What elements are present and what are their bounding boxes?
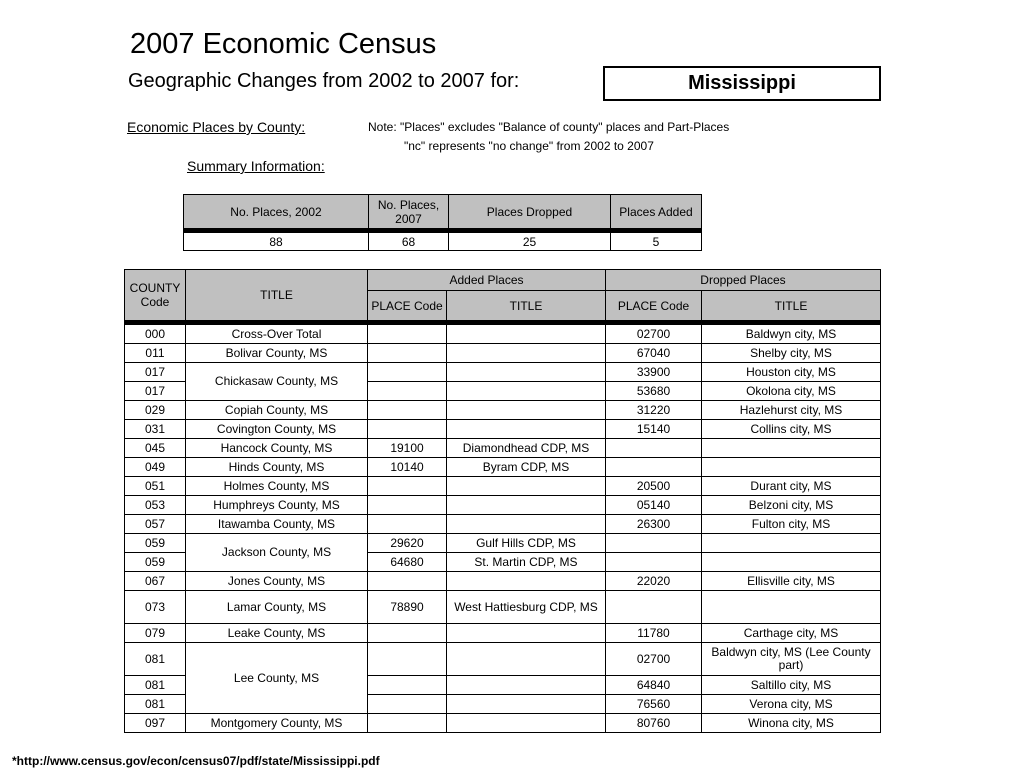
dropped-place-title-cell — [702, 591, 881, 624]
header-dropped-title: TITLE — [702, 291, 881, 323]
summary-header-added: Places Added — [611, 195, 702, 231]
county-code-cell: 029 — [125, 401, 186, 420]
added-place-code-cell — [368, 643, 447, 676]
county-code-cell: 073 — [125, 591, 186, 624]
header-added-places: Added Places — [368, 270, 606, 291]
table-row — [125, 477, 881, 496]
dropped-place-code-cell: 67040 — [606, 344, 702, 363]
county-code-cell: 053 — [125, 496, 186, 515]
dropped-place-title-cell: Carthage city, MS — [702, 624, 881, 643]
added-place-title-cell — [447, 496, 606, 515]
page-title: 2007 Economic Census — [130, 28, 437, 60]
summary-value-added: 5 — [611, 231, 702, 251]
county-code-cell: 045 — [125, 439, 186, 458]
added-place-title-cell: Gulf Hills CDP, MS — [447, 534, 606, 553]
added-place-code-cell — [368, 496, 447, 515]
added-place-code-cell — [368, 323, 447, 344]
places-by-county-table — [124, 269, 881, 733]
dropped-place-code-cell: 31220 — [606, 401, 702, 420]
dropped-place-code-cell: 20500 — [606, 477, 702, 496]
county-title-cell: Lee County, MS — [186, 643, 368, 714]
summary-label: Summary Information: — [187, 158, 325, 174]
added-place-title-cell — [447, 401, 606, 420]
dropped-place-code-cell — [606, 534, 702, 553]
dropped-place-code-cell: 02700 — [606, 323, 702, 344]
dropped-place-code-cell: 64840 — [606, 676, 702, 695]
summary-value-dropped: 25 — [449, 231, 611, 251]
county-title-cell: Leake County, MS — [186, 624, 368, 643]
dropped-place-title-cell — [702, 534, 881, 553]
dropped-place-title-cell: Okolona city, MS — [702, 382, 881, 401]
header-added-place-code: PLACE Code — [368, 291, 447, 323]
county-code-cell: 081 — [125, 643, 186, 676]
dropped-place-title-cell: Saltillo city, MS — [702, 676, 881, 695]
table-row — [125, 363, 881, 382]
county-code-cell: 011 — [125, 344, 186, 363]
county-code-cell: 059 — [125, 534, 186, 553]
header-added-title: TITLE — [447, 291, 606, 323]
dropped-place-code-cell: 22020 — [606, 572, 702, 591]
county-code-cell: 031 — [125, 420, 186, 439]
added-place-title-cell — [447, 643, 606, 676]
section-label: Economic Places by County: — [127, 119, 306, 135]
county-code-cell: 081 — [125, 695, 186, 714]
added-place-code-cell — [368, 572, 447, 591]
dropped-place-code-cell: 11780 — [606, 624, 702, 643]
added-place-code-cell — [368, 515, 447, 534]
summary-value-places-2007: 68 — [369, 231, 449, 251]
dropped-place-title-cell: Collins city, MS — [702, 420, 881, 439]
county-code-cell: 051 — [125, 477, 186, 496]
dropped-place-title-cell: Baldwyn city, MS — [702, 323, 881, 344]
dropped-place-title-cell: Belzoni city, MS — [702, 496, 881, 515]
added-place-title-cell — [447, 420, 606, 439]
county-code-cell: 079 — [125, 624, 186, 643]
dropped-place-title-cell: Hazlehurst city, MS — [702, 401, 881, 420]
added-place-title-cell — [447, 695, 606, 714]
dropped-place-title-cell: Verona city, MS — [702, 695, 881, 714]
county-title-cell: Jones County, MS — [186, 572, 368, 591]
table-row — [125, 420, 881, 439]
dropped-place-code-cell: 02700 — [606, 643, 702, 676]
added-place-code-cell — [368, 363, 447, 382]
table-row — [125, 401, 881, 420]
table-row — [125, 591, 881, 624]
added-place-title-cell — [447, 323, 606, 344]
dropped-place-code-cell: 26300 — [606, 515, 702, 534]
county-code-cell: 057 — [125, 515, 186, 534]
county-code-cell: 081 — [125, 676, 186, 695]
table-row — [125, 624, 881, 643]
county-code-cell: 000 — [125, 323, 186, 344]
county-code-cell: 017 — [125, 363, 186, 382]
added-place-title-cell — [447, 624, 606, 643]
dropped-place-title-cell: Durant city, MS — [702, 477, 881, 496]
added-place-title-cell — [447, 515, 606, 534]
dropped-place-code-cell — [606, 458, 702, 477]
county-code-cell: 059 — [125, 553, 186, 572]
county-title-cell: Chickasaw County, MS — [186, 363, 368, 401]
dropped-place-title-cell: Houston city, MS — [702, 363, 881, 382]
added-place-code-cell: 10140 — [368, 458, 447, 477]
header-county-code: COUNTY Code — [125, 270, 186, 323]
dropped-place-title-cell: Baldwyn city, MS (Lee County part) — [702, 643, 881, 676]
table-row — [125, 323, 881, 344]
added-place-code-cell: 29620 — [368, 534, 447, 553]
county-title-cell: Covington County, MS — [186, 420, 368, 439]
county-title-cell: Lamar County, MS — [186, 591, 368, 624]
note-line-2: "nc" represents "no change" from 2002 to 2007 — [404, 139, 654, 153]
page-subtitle: Geographic Changes from 2002 to 2007 for: — [128, 70, 520, 92]
table-row — [125, 496, 881, 515]
dropped-place-title-cell: Winona city, MS — [702, 714, 881, 733]
added-place-code-cell: 19100 — [368, 439, 447, 458]
added-place-code-cell — [368, 401, 447, 420]
added-place-code-cell — [368, 382, 447, 401]
summary-header-places-2007: No. Places, 2007 — [369, 195, 449, 231]
county-title-cell: Hinds County, MS — [186, 458, 368, 477]
county-title-cell: Jackson County, MS — [186, 534, 368, 572]
added-place-code-cell — [368, 624, 447, 643]
table-row — [125, 572, 881, 591]
county-title-cell: Humphreys County, MS — [186, 496, 368, 515]
dropped-place-code-cell: 33900 — [606, 363, 702, 382]
source-url: *http://www.census.gov/econ/census07/pdf/state/Mississippi.pdf — [12, 754, 380, 768]
dropped-place-title-cell: Ellisville city, MS — [702, 572, 881, 591]
summary-value-places-2002: 88 — [184, 231, 369, 251]
state-name-box: Mississippi — [603, 66, 881, 101]
added-place-title-cell — [447, 572, 606, 591]
added-place-code-cell — [368, 676, 447, 695]
summary-table — [183, 194, 702, 251]
county-title-cell: Cross-Over Total — [186, 323, 368, 344]
header-dropped-places: Dropped Places — [606, 270, 881, 291]
added-place-title-cell: St. Martin CDP, MS — [447, 553, 606, 572]
summary-header-places-2002: No. Places, 2002 — [184, 195, 369, 231]
dropped-place-code-cell: 53680 — [606, 382, 702, 401]
added-place-title-cell — [447, 382, 606, 401]
table-row — [125, 643, 881, 676]
dropped-place-title-cell — [702, 458, 881, 477]
table-row — [125, 439, 881, 458]
dropped-place-code-cell: 76560 — [606, 695, 702, 714]
county-title-cell: Bolivar County, MS — [186, 344, 368, 363]
header-dropped-place-code: PLACE Code — [606, 291, 702, 323]
table-row — [125, 534, 881, 553]
table-row — [125, 515, 881, 534]
added-place-title-cell: West Hattiesburg CDP, MS — [447, 591, 606, 624]
county-title-cell: Copiah County, MS — [186, 401, 368, 420]
county-code-cell: 097 — [125, 714, 186, 733]
dropped-place-code-cell: 05140 — [606, 496, 702, 515]
dropped-place-code-cell — [606, 553, 702, 572]
added-place-title-cell — [447, 676, 606, 695]
added-place-code-cell: 78890 — [368, 591, 447, 624]
county-code-cell: 017 — [125, 382, 186, 401]
table-row — [125, 458, 881, 477]
summary-header-dropped: Places Dropped — [449, 195, 611, 231]
added-place-code-cell — [368, 477, 447, 496]
county-title-cell: Holmes County, MS — [186, 477, 368, 496]
added-place-code-cell — [368, 420, 447, 439]
added-place-code-cell — [368, 714, 447, 733]
added-place-code-cell — [368, 344, 447, 363]
added-place-title-cell — [447, 363, 606, 382]
added-place-title-cell: Byram CDP, MS — [447, 458, 606, 477]
header-county-title: TITLE — [186, 270, 368, 323]
dropped-place-title-cell: Shelby city, MS — [702, 344, 881, 363]
county-code-cell: 067 — [125, 572, 186, 591]
note-line-1: Note: "Places" excludes "Balance of county" places and Part-Places — [368, 120, 730, 134]
added-place-title-cell — [447, 714, 606, 733]
added-place-title-cell — [447, 477, 606, 496]
county-title-cell: Montgomery County, MS — [186, 714, 368, 733]
added-place-code-cell — [368, 695, 447, 714]
dropped-place-title-cell — [702, 553, 881, 572]
dropped-place-code-cell — [606, 439, 702, 458]
dropped-place-code-cell: 15140 — [606, 420, 702, 439]
dropped-place-title-cell: Fulton city, MS — [702, 515, 881, 534]
county-code-cell: 049 — [125, 458, 186, 477]
dropped-place-code-cell — [606, 591, 702, 624]
table-row — [125, 344, 881, 363]
dropped-place-title-cell — [702, 439, 881, 458]
added-place-code-cell: 64680 — [368, 553, 447, 572]
added-place-title-cell: Diamondhead CDP, MS — [447, 439, 606, 458]
county-title-cell: Itawamba County, MS — [186, 515, 368, 534]
table-row — [125, 714, 881, 733]
added-place-title-cell — [447, 344, 606, 363]
county-title-cell: Hancock County, MS — [186, 439, 368, 458]
dropped-place-code-cell: 80760 — [606, 714, 702, 733]
